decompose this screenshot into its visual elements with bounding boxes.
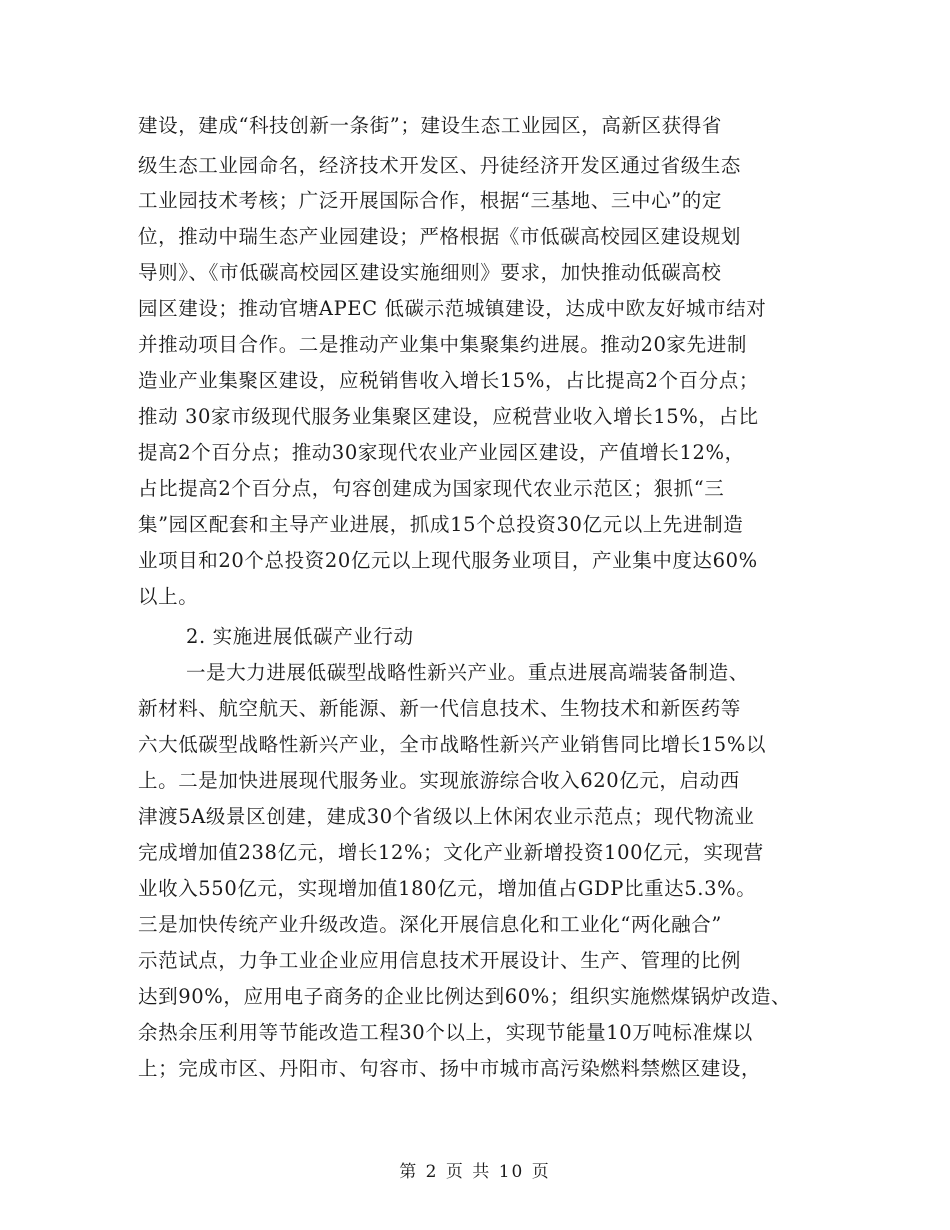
paragraph-line: 并推动项目合作。二是推动产业集中集聚集约进展。推动20家先进制 xyxy=(138,333,747,356)
paragraph-line: 余热余压利用等节能改造工程30个以上，实现节能量10万吨标准煤以 xyxy=(138,1021,753,1044)
paragraph-line: 新材料、航空航天、新能源、新一代信息技术、生物技术和新医药等 xyxy=(138,697,742,720)
section-heading: 2. 实施进展低碳产业行动 xyxy=(186,625,414,648)
paragraph-line: 上；完成市区、丹阳市、句容市、扬中市城市高污染燃料禁燃区建设， xyxy=(138,1057,762,1080)
paragraph-line: 提高2个百分点；推动30家现代农业产业园区建设，产值增长12%， xyxy=(138,441,745,464)
paragraph-line: 位，推动中瑞生态产业园建设；严格根据《市低碳高校园区建设规划 xyxy=(138,225,742,248)
paragraph-line: 级生态工业园命名，经济技术开发区、丹徒经济开发区通过省级生态 xyxy=(138,154,742,177)
paragraph-line: 建设，建成“科技创新一条街”；建设生态工业园区，高新区获得省 xyxy=(138,114,722,137)
paragraph-line: 工业园技术考核；广泛开展国际合作，根据“三基地、三中心”的定 xyxy=(138,189,722,212)
paragraph-line: 达到90%，应用电子商务的企业比例达到60%；组织实施燃煤锅炉改造、 xyxy=(138,985,792,1008)
paragraph-line: 六大低碳型战略性新兴产业，全市战略性新兴产业销售同比增长15%以 xyxy=(138,733,767,756)
paragraph-line: 园区建设；推动官塘APEC 低碳示范城镇建设，达成中欧友好城市结对 xyxy=(138,297,767,320)
paragraph-line: 占比提高2个百分点，句容创建成为国家现代农业示范区；狠抓“三 xyxy=(138,477,725,500)
paragraph-line: 以上。 xyxy=(138,585,199,608)
paragraph-line: 示范试点，力争工业企业应用信息技术开展设计、生产、管理的比例 xyxy=(138,949,742,972)
paragraph-line: 业项目和20个总投资20亿元以上现代服务业项目，产业集中度达60% xyxy=(138,549,758,572)
paragraph-line: 业收入550亿元，实现增加值180亿元，增加值占GDP比重达5.3%。 xyxy=(138,877,757,900)
paragraph-line: 津渡5A级景区创建，建成30个省级以上休闲农业示范点；现代物流业 xyxy=(138,805,755,828)
paragraph-line: 完成增加值238亿元，增长12%；文化产业新增投资100亿元，实现营 xyxy=(138,841,764,864)
paragraph-line: 三是加快传统产业升级改造。深化开展信息化和工业化“两化融合” xyxy=(138,913,722,936)
paragraph-line: 导则》、《市低碳高校园区建设实施细则》要求，加快推动低碳高校 xyxy=(138,261,722,284)
paragraph-line: 集”园区配套和主导产业进展，抓成15个总投资30亿元以上先进制造 xyxy=(138,513,744,536)
paragraph-line: 一是大力进展低碳型战略性新兴产业。重点进展高端装备制造、 xyxy=(186,661,749,684)
paragraph-line: 推动 30家市级现代服务业集聚区建设，应税营业收入增长15%，占比 xyxy=(138,405,759,428)
page-number-footer: 第 2 页 共 10 页 xyxy=(399,1162,551,1182)
paragraph-line: 造业产业集聚区建设，应税销售收入增长15%，占比提高2个百分点； xyxy=(138,369,759,392)
paragraph-line: 上。二是加快进展现代服务业。实现旅游综合收入620亿元，启动西 xyxy=(138,769,740,792)
